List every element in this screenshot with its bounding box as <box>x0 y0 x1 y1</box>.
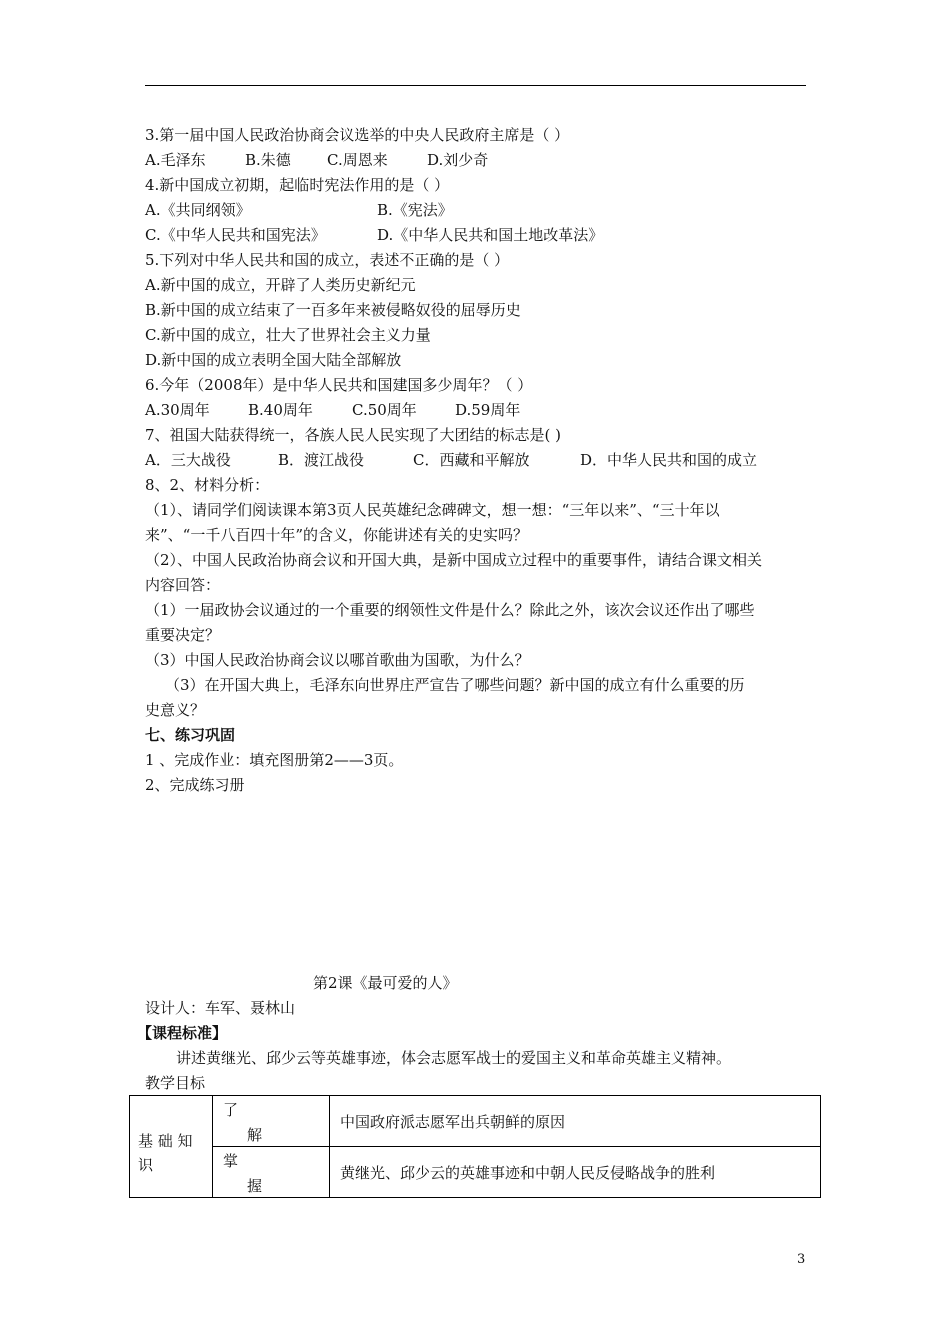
analysis-p2-line1: （2）、中国人民政治协商会议和开国大典，是新中国成立过程中的重要事件，请结合课文相关 <box>145 551 763 569</box>
question-6-options <box>145 399 520 421</box>
level-master-char2: 握 <box>247 1177 263 1195</box>
q6-option-a: A.30周年 <box>145 401 210 419</box>
q3-option-c: C.周恩来 <box>327 151 388 169</box>
q3-option-d: D.刘少奇 <box>427 151 489 169</box>
practice-item-1: 1 、完成作业：填充图册第2——3页。 <box>145 751 404 769</box>
analysis-heading: 8、2、材料分析： <box>145 476 270 494</box>
level-understand-char2: 解 <box>247 1126 263 1144</box>
table-row <box>130 1147 821 1198</box>
question-3: 3.第一届中国人民政治协商会议选举的中央人民政府主席是（ ） <box>145 126 570 144</box>
page-number: 3 <box>797 1252 806 1267</box>
analysis-p2-line2: 内容回答： <box>145 576 221 594</box>
goals-level-master <box>213 1147 330 1198</box>
q5-option-c: C.新中国的成立，壮大了世界社会主义力量 <box>145 326 431 344</box>
question-7: 7、祖国大陆获得统一，各族人民人民实现了大团结的标志是( ) <box>145 426 562 444</box>
q7-option-b: B．渡江战役 <box>278 451 365 469</box>
q6-option-b: B.40周年 <box>248 401 313 419</box>
goals-category-line1: 基 础 知 <box>138 1132 193 1150</box>
analysis-p3-line2: 重要决定？ <box>145 626 221 644</box>
course-standard-heading: 【课程标准】 <box>137 1024 228 1042</box>
q4-option-a: A.《共同纲领》 <box>145 201 251 219</box>
question-4: 4.新中国成立初期，起临时宪法作用的是（ ） <box>145 176 450 194</box>
course-standard-text: 讲述黄继光、邱少云等英雄事迹，体会志愿军战士的爱国主义和革命英雄主义精神。 <box>176 1049 732 1067</box>
analysis-p3-line1: （1）一届政协会议通过的一个重要的纲领性文件是什么？除此之外，该次会议还作出了哪些 <box>145 601 755 619</box>
goals-level-understand <box>213 1096 330 1147</box>
level-master-char1: 掌 <box>223 1152 239 1170</box>
question-5: 5.下列对中华人民共和国的成立，表述不正确的是（ ） <box>145 251 510 269</box>
lesson-designer: 设计人：车军、聂林山 <box>145 999 296 1017</box>
question-3-options <box>145 149 488 171</box>
q6-option-c: C.50周年 <box>352 401 417 419</box>
q5-option-a: A.新中国的成立，开辟了人类历史新纪元 <box>145 276 416 294</box>
teaching-goals-table <box>129 1095 821 1198</box>
analysis-p1-line1: （1）、请同学们阅读课本第3页人民英雄纪念碑碑文，想一想：“三年以来”、“三十年以 <box>145 501 720 519</box>
q7-option-c: C．西藏和平解放 <box>413 451 530 469</box>
practice-heading: 七、练习巩固 <box>145 726 236 744</box>
q4-option-c: C.《中华人民共和国宪法》 <box>145 226 326 244</box>
analysis-p5-line1: （3）在开国大典上，毛泽东向世界庄严宣告了哪些问题？新中国的成立有什么重要的历 <box>165 676 745 694</box>
lesson-title: 第2课《最可爱的人》 <box>313 974 458 992</box>
analysis-p5-line2: 史意义？ <box>145 701 206 719</box>
q7-option-a: A．三大战役 <box>145 451 231 469</box>
goals-content-master: 黄继光、邱少云的英雄事迹和中朝人民反侵略战争的胜利 <box>330 1147 821 1198</box>
q6-option-d: D.59周年 <box>455 401 521 419</box>
q5-option-d: D.新中国的成立表明全国大陆全部解放 <box>145 351 402 369</box>
analysis-p1-line2: 来”、“一千八百四十年”的含义，你能讲述有关的史实吗？ <box>145 526 529 544</box>
header-rule <box>145 85 806 86</box>
question-4-options-row2 <box>145 224 603 246</box>
goals-category-cell <box>130 1096 213 1198</box>
teaching-goals-label: 教学目标 <box>145 1074 206 1092</box>
question-7-options <box>145 449 757 471</box>
level-understand-char1: 了 <box>223 1101 239 1119</box>
q7-option-d: D．中华人民共和国的成立 <box>580 451 758 469</box>
goals-content-understand: 中国政府派志愿军出兵朝鲜的原因 <box>330 1096 821 1147</box>
question-6: 6.今年（2008年）是中华人民共和国建国多少周年？（ ） <box>145 376 533 394</box>
practice-item-2: 2、完成练习册 <box>145 776 245 794</box>
q4-option-d: D.《中华人民共和国土地改革法》 <box>377 226 604 244</box>
goals-category-line2: 识 <box>138 1156 154 1174</box>
q5-option-b: B.新中国的成立结束了一百多年来被侵略奴役的屈辱历史 <box>145 301 521 319</box>
table-row <box>130 1096 821 1147</box>
question-4-options-row1 <box>145 199 453 221</box>
q3-option-b: B.朱德 <box>245 151 291 169</box>
q4-option-b: B.《宪法》 <box>377 201 453 219</box>
q3-option-a: A.毛泽东 <box>145 151 206 169</box>
analysis-p4: （3）中国人民政治协商会议以哪首歌曲为国歌，为什么？ <box>145 651 530 669</box>
